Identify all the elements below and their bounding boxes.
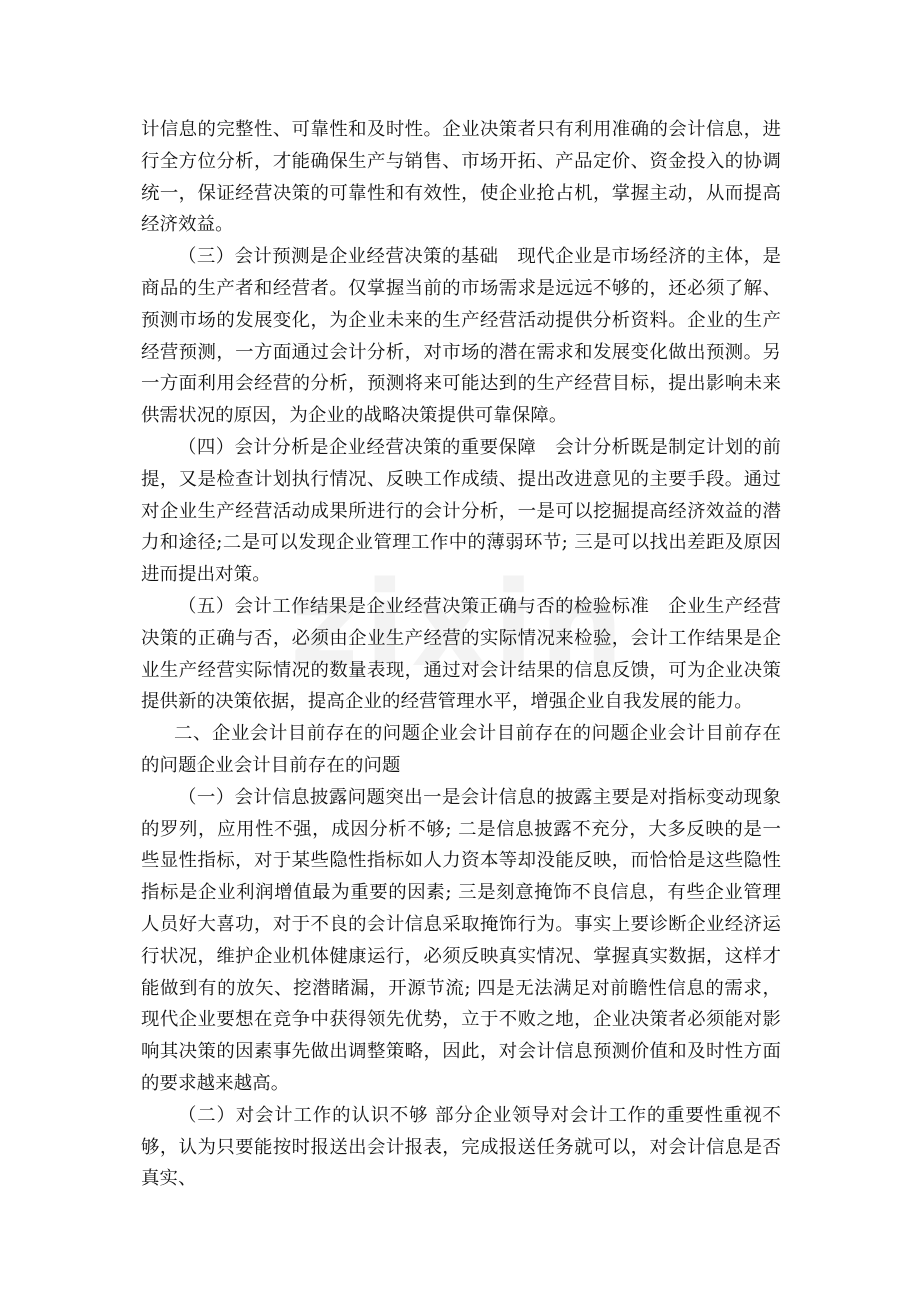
paragraph-subsection-2: （二）对会计工作的认识不够 部分企业领导对会计工作的重要性重视不够，认为只要能按时报送出会计报表，完成报送任务就可以，对会计信息是否真实、 [141,1104,781,1190]
paragraph-subsection-1: （一）会计信息披露问题突出一是会计信息的披露主要是对指标变动现象的罗列，应用性不强，成因分析不够; 二是信息披露不充分，大多反映的是一些显性指标，对于某些隐性指标如人力资本等却没能反映，而恰恰是这些隐性指标是企业利润增值最为重要的因素; 三是刻意掩饰不良信息，有些企业管理人员好大喜功，对于不良的会计信息采取掩饰行为。事实上要诊断企业经济运行状况，维护企业机体健康运行，必须反映真实情况、掌握真实数据，这样才能做到有的放矢、挖潜睹漏，开源节流; 四是无法满足对前瞻性信息的需求，现代企业要想在竞争中获得领先优势，立于不败之地，企业决策者必须能对影响其决策的因素事先做出调整策略，因此，对会计信息预测价值和及时性方面的要求越来越高。 [141,786,781,1094]
document-body [141,114,781,1195]
section-heading-2: 二、企业会计目前存在的问题企业会计目前存在的问题企业会计目前存在的问题企业会计目前存在的问题 [141,723,781,776]
paragraph-continuation: 计信息的完整性、可靠性和及时性。企业决策者只有利用准确的会计信息，进行全方位分析，才能确保生产与销售、市场开拓、产品定价、资金投入的协调统一，保证经营决策的可靠性和有效性，使企业抢占机，掌握主动，从而提高经济效益。 [141,119,781,236]
paragraph-section-5: （五）会计工作结果是企业经营决策正确与否的检验标准 企业生产经营决策的正确与否，必须由企业生产经营的实际情况来检验，会计工作结果是企业生产经营实际情况的数量表现，通过对会计结果的信息反馈，可为企业决策提供新的决策依据，提高企业的经营管理水平，增强企业自我发展的能力。 [141,595,781,713]
paragraph-section-4: （四）会计分析是企业经营决策的重要保障 会计分析既是制定计划的前提，又是检查计划执行情况、反映工作成绩、提出改进意见的主要手段。通过对企业生产经营活动成果所进行的会计分析，一是可以挖掘提高经济效益的潜力和途径;二是可以发现企业管理工作中的薄弱环节; 三是可以找出差距及原因进而提出对策。 [141,436,781,586]
paragraph-section-3: （三）会计预测是企业经营决策的基础 现代企业是市场经济的主体，是商品的生产者和经营者。仅掌握当前的市场需求是远远不够的，还必须了解、预测市场的发展变化，为企业未来的生产经营活动提供分析资料。企业的生产经营预测，一方面通过会计分析，对市场的潜在需求和发展变化做出预测。另一方面利用会经营的分析，预测将来可能达到的生产经营目标，提出影响未来供需状况的原因，为企业的战略决策提供可靠保障。 [141,246,781,427]
